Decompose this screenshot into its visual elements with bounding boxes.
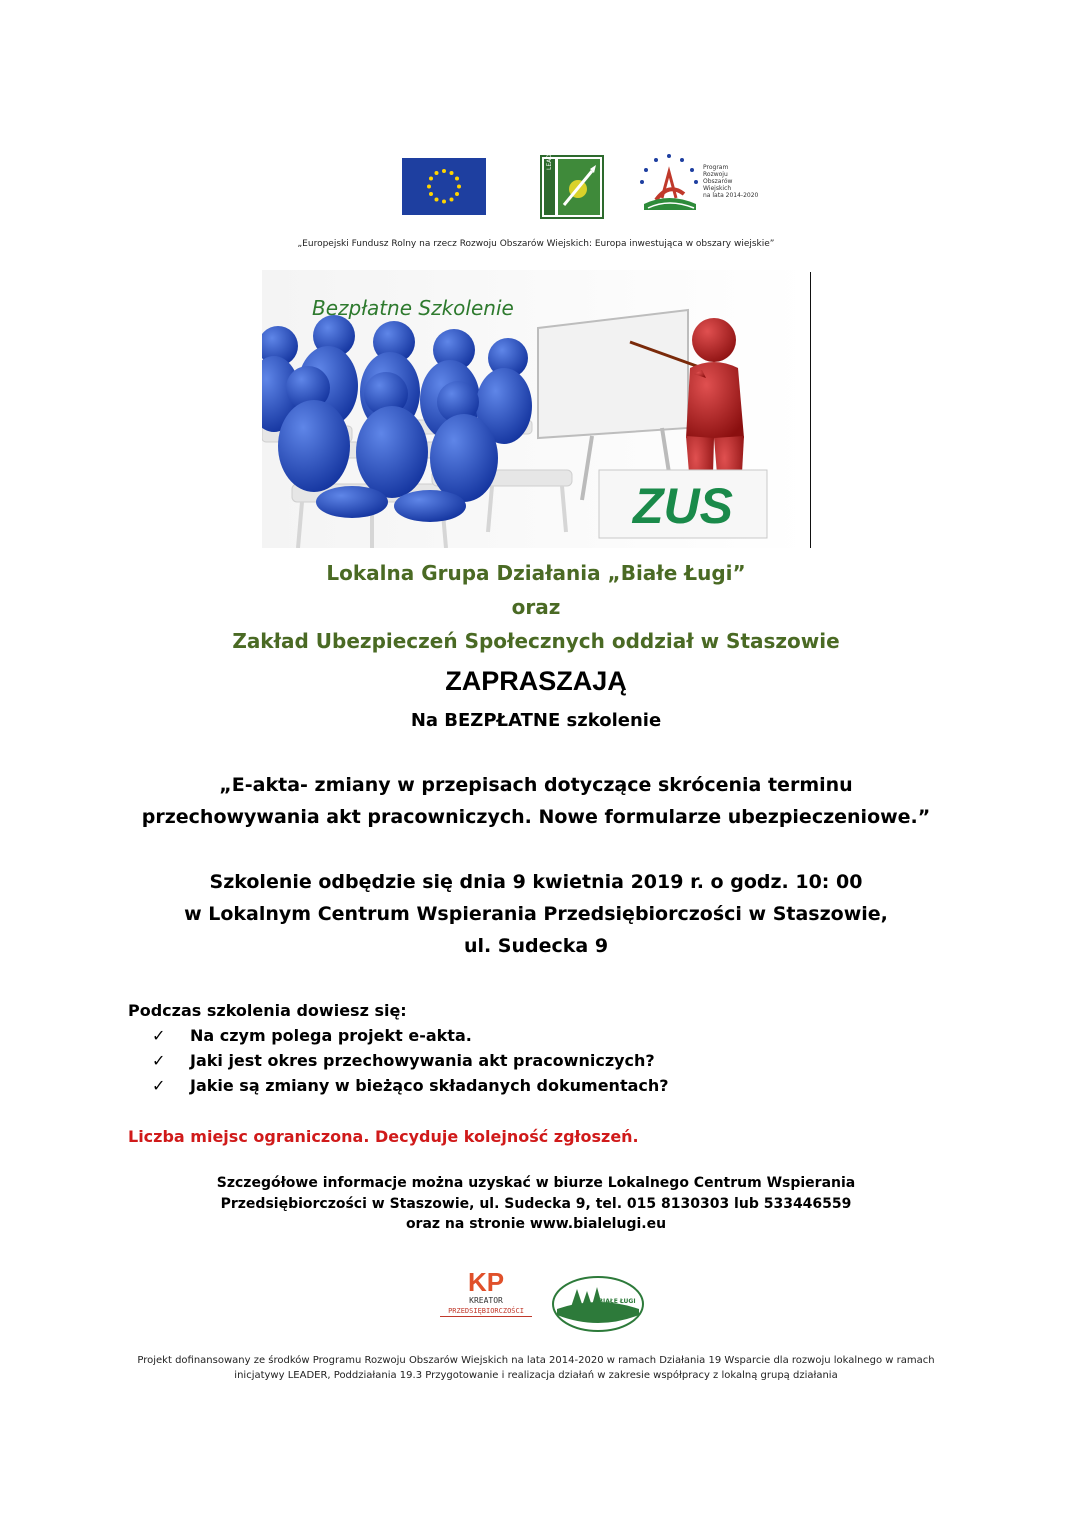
info-line-3: oraz na stronie www.bialelugi.eu (405, 1216, 667, 1232)
footer-line-2: inicjatywy LEADER, Poddziałania 19.3 Przygotowanie i realizacja działań w zakresie współpracy z lokalną grupą działania (234, 1370, 838, 1381)
list-item: ✓ Jaki jest okres przechowywania akt pracowniczych? (152, 1051, 655, 1070)
address-line: ul. Sudecka 9 (463, 935, 609, 957)
checkmark-icon: ✓ (152, 1076, 166, 1095)
invite-title: ZAPRASZAJĄ (445, 666, 627, 696)
organizer-line-1: Lokalna Grupa Działania „Białe Ługi” (326, 561, 746, 585)
lgd-name: BIAŁE ŁUGI (598, 1298, 636, 1305)
limited-seats-notice: Liczba miejsc ograniczona. Decyduje kolejność zgłoszeń. (128, 1127, 639, 1146)
invite-subtitle: Na BEZPŁATNE szkolenie (410, 710, 662, 731)
zus-logo: ZUS (633, 478, 733, 534)
venue-line: w Lokalnym Centrum Wspierania Przedsiębiorczości w Staszowie, (184, 903, 888, 925)
funding-caption: „Europejski Fundusz Rolny na rzecz Rozwoju Obszarów Wiejskich: Europa inwestująca w obszary wiejskie” (297, 239, 775, 249)
kreator-przedsiebiorczosci-logo: KP KREATOR PRZEDSIĘBIORCZOŚCI (440, 1268, 532, 1328)
eu-flag-icon (402, 158, 486, 215)
hero-heading: Bezpłatne Szkolenie (312, 296, 514, 320)
leader-label: LEADER (546, 146, 553, 170)
checkmark-icon: ✓ (152, 1026, 166, 1045)
info-line-1: Szczegółowe informacje można uzyskać w biurze Lokalnego Centrum Wspierania (216, 1175, 856, 1191)
prow-label: Program Rozwoju Obszarów Wiejskich na lata 2014-2020 (703, 164, 759, 199)
learn-heading: Podczas szkolenia dowiesz się: (128, 1001, 407, 1020)
divider (810, 272, 811, 548)
list-item: ✓ Jakie są zmiany w bieżąco składanych dokumentach? (152, 1076, 669, 1095)
info-line-2: Przedsiębiorczości w Staszowie, ul. Sudecka 9, tel. 015 8130303 lub 533446559 (220, 1196, 852, 1212)
organizer-line-3: Zakład Ubezpieczeń Społecznych oddział w Staszowie (232, 629, 840, 653)
date-line: Szkolenie odbędzie się dnia 9 kwietnia 2019 r. o godz. 10: 00 (209, 871, 863, 893)
topic-line-2: przechowywania akt pracowniczych. Nowe formularze ubezpieczeniowe.” (141, 806, 931, 828)
list-item: ✓ Na czym polega projekt e-akta. (152, 1026, 472, 1045)
topic-line-1: „E-akta- zmiany w przepisach dotyczące skrócenia terminu (219, 774, 853, 796)
biale-lugi-logo (551, 1275, 645, 1333)
training-illustration (262, 270, 810, 548)
footer-line-1: Projekt dofinansowany ze środków Programu Rozwoju Obszarów Wiejskich na lata 2014-2020 w ramach Działania 19 Wsparcie dla rozwoju lokalnego w ramach (137, 1355, 935, 1366)
checkmark-icon: ✓ (152, 1051, 166, 1070)
organizer-line-2: oraz (511, 595, 561, 619)
